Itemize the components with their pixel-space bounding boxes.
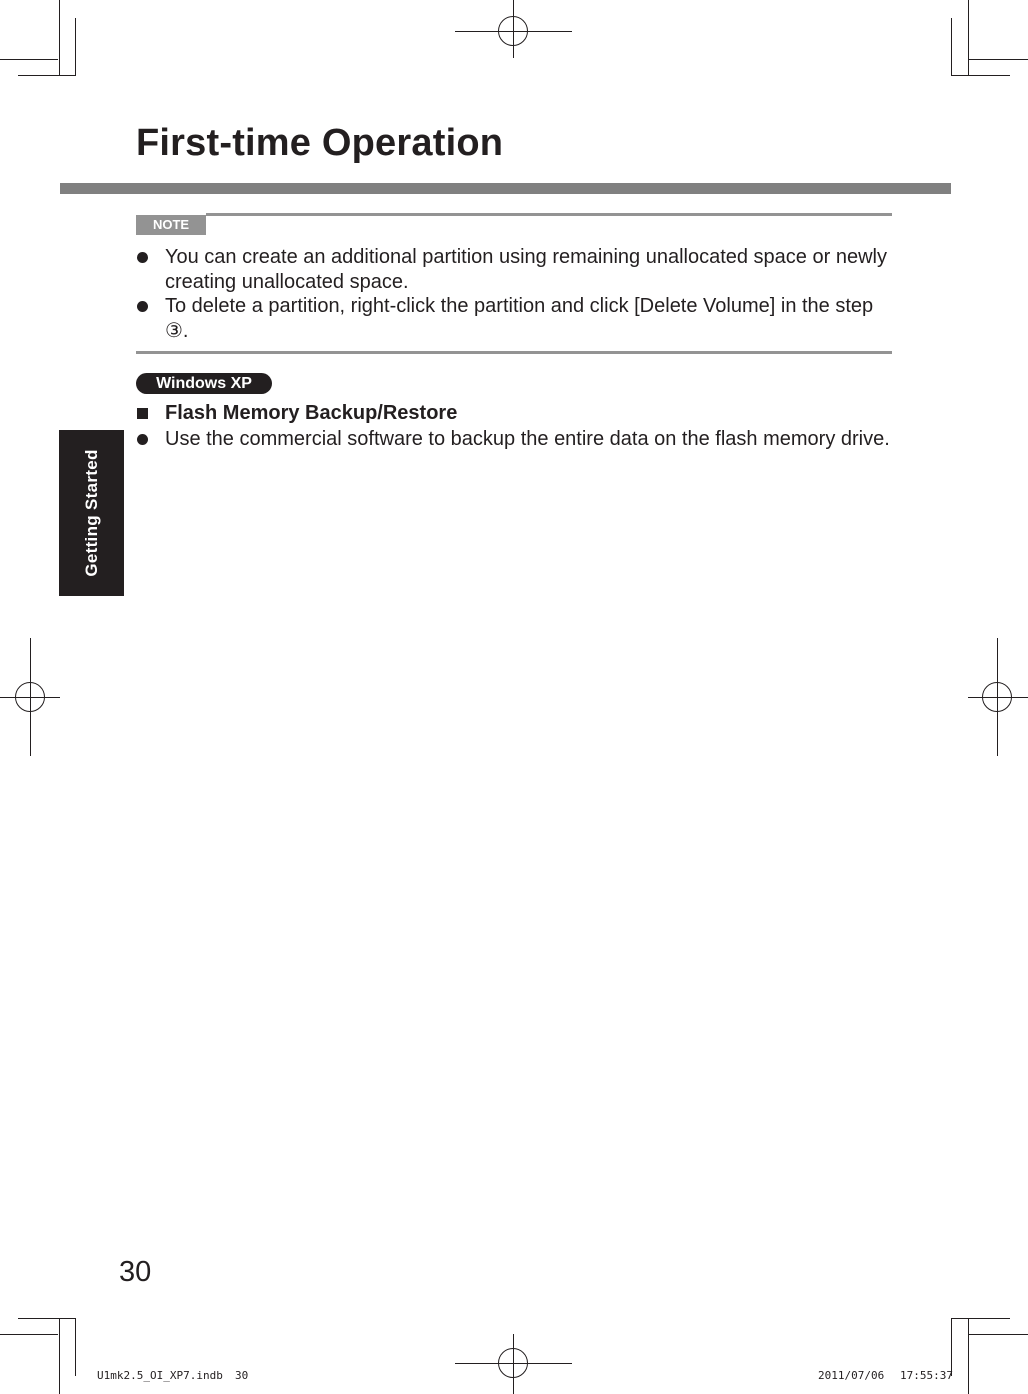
- footer-page: 30: [235, 1369, 249, 1382]
- crop-mark: [951, 1318, 1010, 1319]
- note-rule-bottom: [136, 351, 892, 354]
- note-item: You can create an additional partition using remaining unallocated space or newly creating unallocated space.: [165, 246, 887, 293]
- crop-mark: [0, 59, 58, 60]
- crop-mark: [951, 75, 1010, 76]
- bullet-dot-icon: [137, 252, 148, 263]
- crop-mark: [18, 75, 76, 76]
- bullet-dot-icon: [137, 301, 148, 312]
- bullet-square-icon: [137, 408, 148, 419]
- note-item: To delete a partition, right-click the partition and click [Delete Volume] in the step ③.: [165, 295, 874, 342]
- crop-mark: [0, 1334, 58, 1335]
- footer-date: 2011/07/06: [818, 1369, 885, 1382]
- crop-mark: [59, 1318, 60, 1394]
- bullet-dot-icon: [137, 434, 148, 445]
- crop-mark: [75, 18, 76, 76]
- note-rule-top: [206, 213, 892, 216]
- title-rule: [60, 183, 951, 194]
- crop-mark: [951, 1318, 952, 1376]
- section-heading: Flash Memory Backup/Restore: [165, 402, 458, 424]
- section-item: Use the commercial software to backup the entire data on the flash memory drive.: [165, 428, 890, 450]
- page-number: 30: [119, 1256, 152, 1288]
- side-tab: [59, 430, 124, 596]
- crop-mark: [75, 1318, 76, 1376]
- page-title: First-time Operation: [136, 122, 504, 164]
- crop-mark: [951, 18, 952, 76]
- note-badge: NOTE: [136, 215, 206, 235]
- footer-file: U1mk2.5_OI_XP7.indb: [97, 1369, 223, 1382]
- os-badge: Windows XP: [136, 373, 272, 394]
- crop-mark: [18, 1318, 76, 1319]
- crop-mark: [968, 1334, 1028, 1335]
- side-tab-label: Getting Started: [81, 449, 101, 577]
- crop-mark: [968, 59, 1028, 60]
- crop-mark: [968, 1318, 969, 1394]
- crop-mark: [59, 0, 60, 76]
- crop-mark: [968, 0, 969, 76]
- footer-time: 17:55:37: [900, 1369, 953, 1382]
